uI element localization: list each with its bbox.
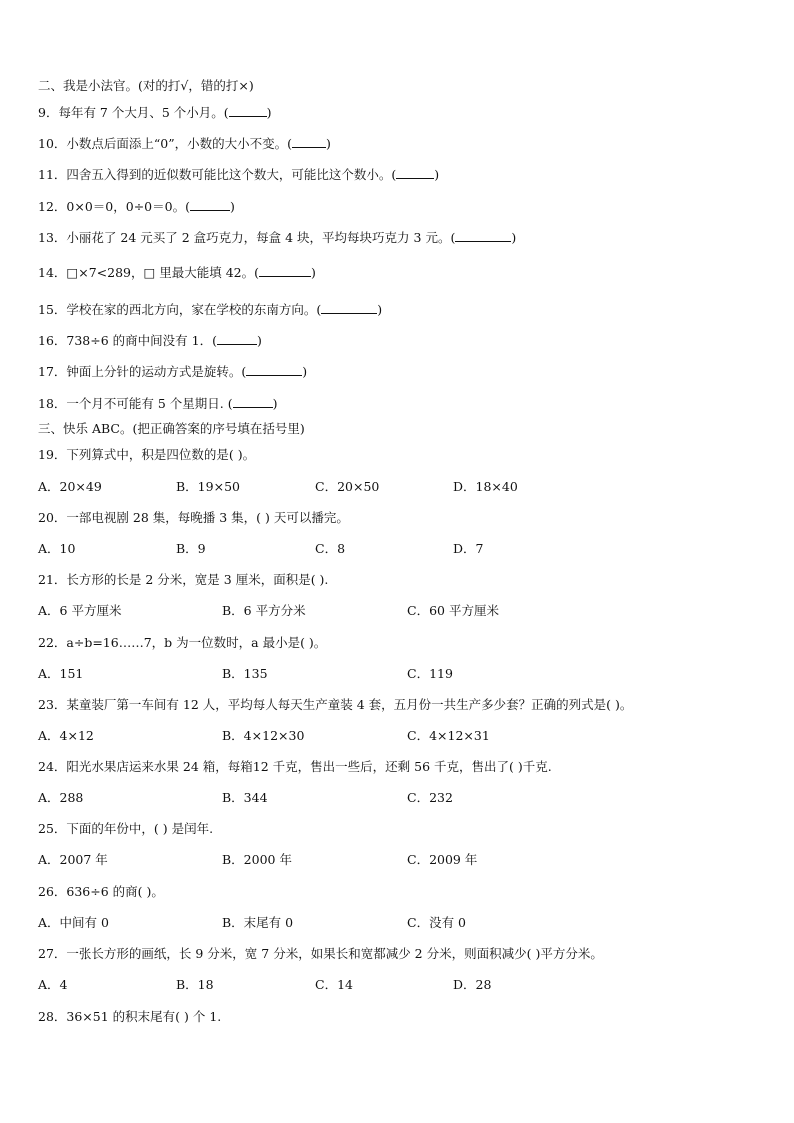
question-19: 19．下列算式中，积是四位数的是( )。 [38, 447, 256, 462]
option-b[interactable]: B．135 [222, 666, 268, 681]
question-10 [38, 135, 331, 153]
answer-blank[interactable] [233, 395, 273, 408]
question-13 [38, 229, 516, 247]
question-14 [38, 264, 316, 282]
question-text: 17．钟面上分针的运动方式是旋转。( [38, 364, 247, 379]
question-26: 26．636÷6 的商( )。 [38, 884, 164, 899]
option-b[interactable]: B．末尾有 0 [222, 915, 294, 930]
option-c[interactable]: C．20×50 [315, 479, 380, 494]
answer-blank[interactable] [246, 363, 302, 376]
option-a[interactable]: A．151 [38, 666, 84, 681]
question-text: 18．一个月不可能有 5 个星期日. ( [38, 396, 233, 411]
option-b[interactable]: B．6 平方分米 [222, 603, 306, 618]
question-21: 21．长方形的长是 2 分米，宽是 3 厘米，面积是( ). [38, 572, 329, 587]
option-c[interactable]: C．14 [315, 977, 353, 992]
option-c[interactable]: C．2009 年 [407, 852, 478, 867]
section-3-title: 三、快乐 ABC。(把正确答案的序号填在括号里) [38, 421, 305, 436]
option-b[interactable]: B．19×50 [176, 479, 240, 494]
question-text: 13．小丽花了 24 元买了 2 盒巧克力，每盒 4 块，平均每块巧克力 3 元。( [38, 230, 456, 245]
option-c[interactable]: C．60 平方厘米 [407, 603, 499, 618]
paren-close: ) [434, 167, 440, 182]
option-a[interactable]: A．288 [38, 790, 84, 805]
option-b[interactable]: B．18 [176, 977, 214, 992]
option-a[interactable]: A．4×12 [38, 728, 94, 743]
section-2-title: 二、我是小法官。(对的打√，错的打×) [38, 78, 254, 93]
option-d[interactable]: D．28 [453, 977, 492, 992]
option-b[interactable]: B．2000 年 [222, 852, 292, 867]
answer-blank[interactable] [217, 332, 257, 345]
question-9 [38, 104, 272, 122]
paren-close: ) [377, 302, 383, 317]
paren-close: ) [266, 105, 272, 120]
paren-close: ) [302, 364, 308, 379]
paren-close: ) [511, 230, 517, 245]
question-text: 15．学校在家的西北方向，家在学校的东南方向。( [38, 302, 322, 317]
paren-close: ) [229, 199, 235, 214]
option-a[interactable]: A．4 [38, 977, 68, 992]
answer-blank[interactable] [190, 198, 230, 211]
option-b[interactable]: B．4×12×30 [222, 728, 305, 743]
paren-close: ) [311, 265, 316, 280]
paren-close: ) [256, 333, 262, 348]
question-25: 25．下面的年份中，( ) 是闰年. [38, 821, 214, 836]
question-text: 11．四舍五入得到的近似数可能比这个数大，可能比这个数小。( [38, 167, 397, 182]
question-27: 27．一张长方形的画纸，长 9 分米，宽 7 分米，如果长和宽都减少 2 分米，则面积减少( )平方分米。 [38, 946, 603, 961]
answer-blank[interactable] [292, 135, 326, 148]
option-c[interactable]: C．8 [315, 541, 346, 556]
question-15 [38, 301, 382, 319]
question-23: 23．某童装厂第一车间有 12 人，平均每人每天生产童装 4 套，五月份一共生产多少套？正确的列式是( )。 [38, 697, 633, 712]
question-text: 9．每年有 7 个大月、5 个小月。( [38, 105, 229, 120]
question-text: 14．□×7<289，□ 里最大能填 42。( [38, 265, 260, 280]
question-20: 20．一部电视剧 28 集，每晚播 3 集，( ) 天可以播完。 [38, 510, 349, 525]
option-a[interactable]: A．20×49 [38, 479, 102, 494]
answer-blank[interactable] [396, 166, 434, 179]
question-text: 12．0×0＝0，0÷0＝0。( [38, 199, 190, 214]
question-28: 28．36×51 的积末尾有( ) 个 1. [38, 1009, 222, 1024]
question-16 [38, 332, 262, 350]
answer-blank[interactable] [229, 104, 267, 117]
option-b[interactable]: B．9 [176, 541, 206, 556]
question-text: 10．小数点后面添上“0”，小数的大小不变。( [38, 136, 293, 151]
option-a[interactable]: A．2007 年 [38, 852, 108, 867]
option-d[interactable]: D．18×40 [453, 479, 518, 494]
option-b[interactable]: B．344 [222, 790, 268, 805]
answer-blank[interactable] [259, 264, 311, 277]
question-24: 24．阳光水果店运来水果 24 箱，每箱12 千克，售出一些后，还剩 56 千克，售出了( )千克. [38, 759, 552, 774]
question-18 [38, 395, 278, 413]
question-11 [38, 166, 439, 184]
question-12 [38, 198, 235, 216]
option-c[interactable]: C．119 [407, 666, 453, 681]
paren-close: ) [272, 396, 278, 411]
answer-blank[interactable] [321, 301, 377, 314]
option-a[interactable]: A．中间有 0 [38, 915, 109, 930]
option-c[interactable]: C．4×12×31 [407, 728, 490, 743]
option-d[interactable]: D．7 [453, 541, 484, 556]
question-text: 16．738÷6 的商中间没有 1．( [38, 333, 217, 348]
option-a[interactable]: A．10 [38, 541, 76, 556]
answer-blank[interactable] [455, 229, 511, 242]
question-17 [38, 363, 307, 381]
option-c[interactable]: C．没有 0 [407, 915, 466, 930]
question-22: 22．a÷b=16……7，b 为一位数时，a 最小是( )。 [38, 635, 327, 650]
option-c[interactable]: C．232 [407, 790, 453, 805]
paren-close: ) [326, 136, 331, 151]
option-a[interactable]: A．6 平方厘米 [38, 603, 122, 618]
